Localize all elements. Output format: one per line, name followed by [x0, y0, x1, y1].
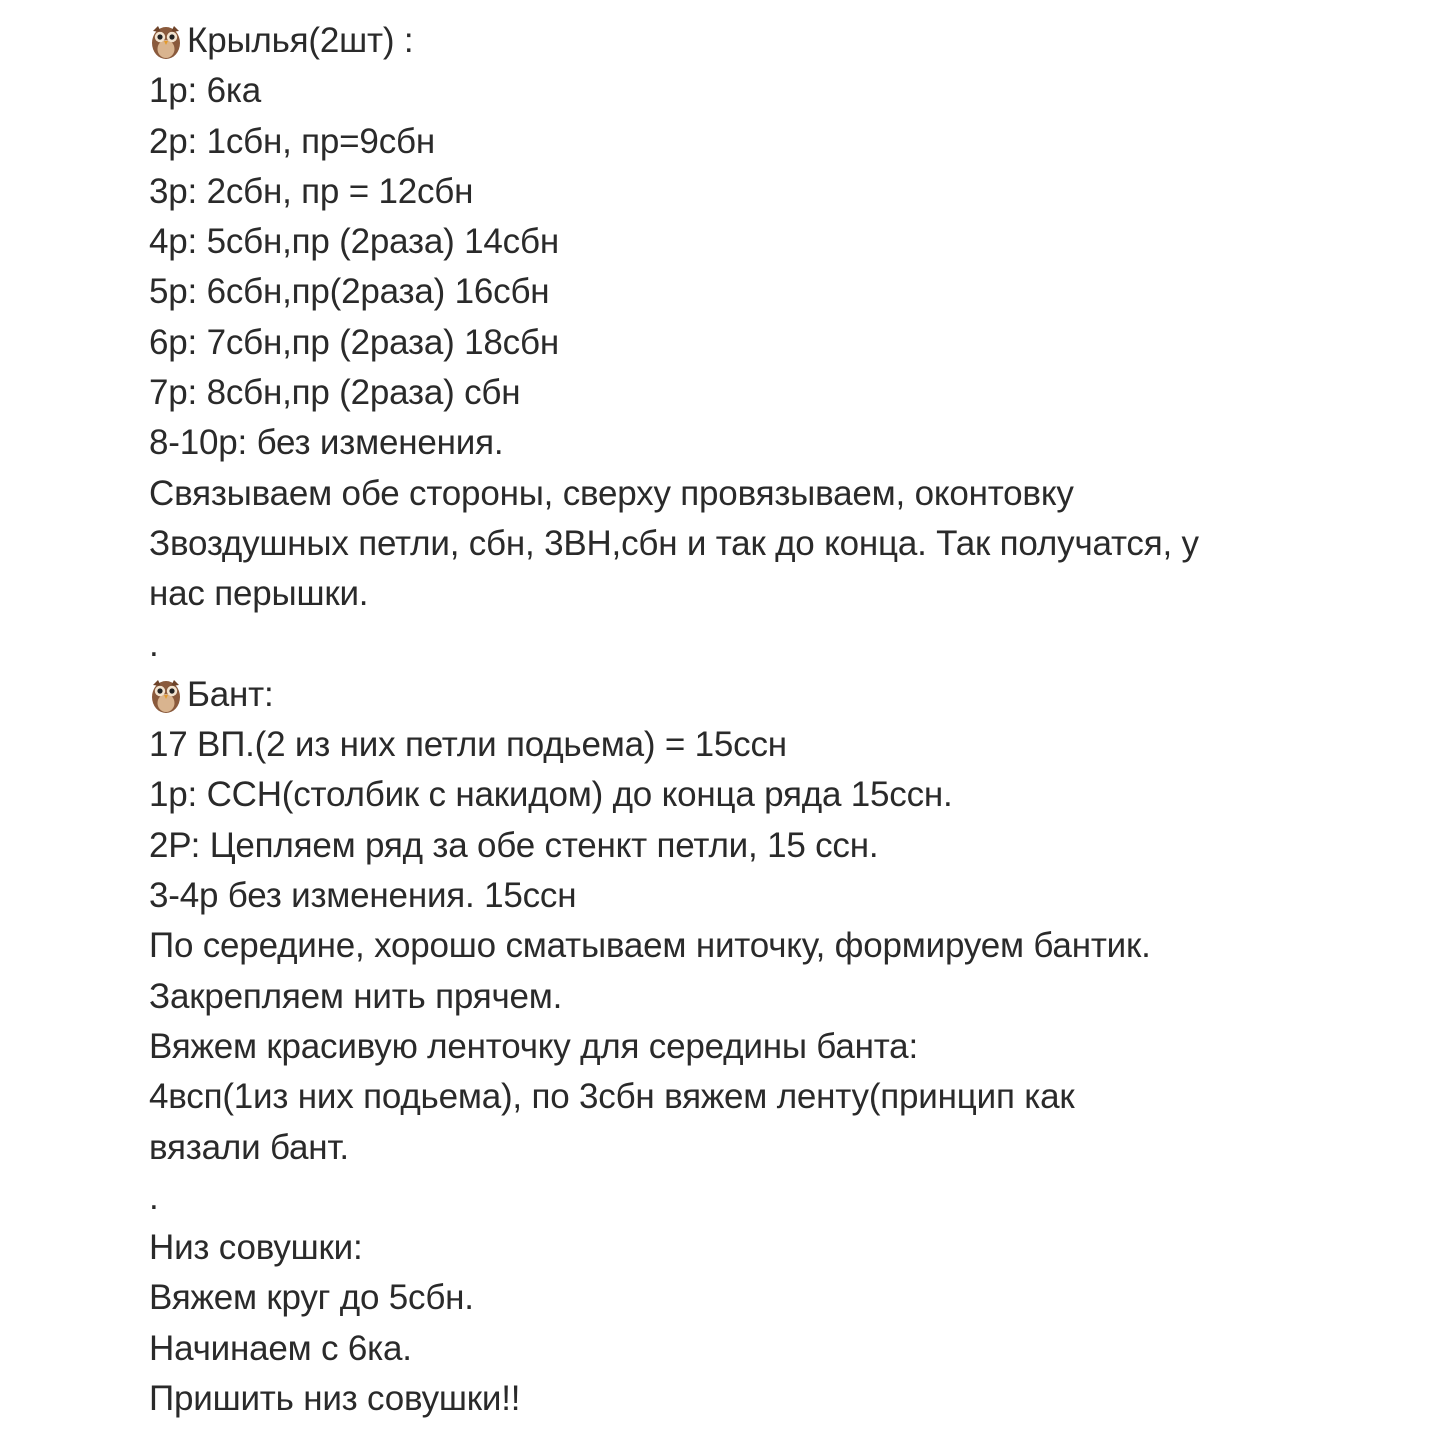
bow-row: Закрепляем нить прячем. [149, 976, 563, 1016]
instruction-text [149, 16, 1309, 1424]
owl-icon [149, 22, 183, 60]
wings-row: 6р: 7сбн,пр (2раза) 18сбн [149, 322, 559, 362]
bottom-row: Начинаем с 6ка. [149, 1328, 412, 1368]
bow-row: 17 ВП.(2 из них петли подьема) = 15ссн [149, 725, 787, 765]
wings-row: 5р: 6сбн,пр(2раза) 16сбн [149, 272, 550, 312]
wings-row: Звоздушных петли, сбн, 3ВН,сбн и так до конца. Так получатся, у [149, 523, 1199, 563]
wings-row: 3р: 2сбн, пр = 12сбн [149, 171, 474, 211]
bow-heading [149, 670, 1309, 720]
bow-row: 4всп(1из них подьема), по 3сбн вяжем ленту(принцип как [149, 1077, 1075, 1117]
bow-row: 1р: ССН(столбик с накидом) до конца ряда 15ссн. [149, 775, 953, 815]
separator-dot: . [149, 1177, 159, 1217]
wings-row: 7р: 8сбн,пр (2раза) сбн [149, 373, 521, 413]
bottom-heading: Низ совушки: [149, 1228, 363, 1268]
bottom-row: Пришить низ совушки!! [149, 1379, 521, 1419]
wings-heading-text: Крылья(2шт) : [187, 21, 414, 60]
bottom-row: Вяжем круг до 5сбн. [149, 1278, 474, 1318]
wings-row: 2р: 1сбн, пр=9сбн [149, 121, 435, 161]
bow-row: 2Р: Цепляем ряд за обе стенкт петли, 15 ссн. [149, 825, 879, 865]
wings-row: Связываем обе стороны, сверху провязываем, оконтовку [149, 473, 1074, 513]
bow-heading-text: Бант: [187, 674, 274, 714]
bow-row: 3-4р без изменения. 15ссн [149, 876, 577, 916]
wings-row: нас перышки. [149, 574, 369, 614]
wings-row: 8-10р: без изменения. [149, 423, 504, 463]
wings-row: 1р: 6ка [149, 71, 261, 111]
owl-icon [149, 676, 183, 714]
wings-heading [149, 16, 1309, 66]
bow-row: Вяжем красивую ленточку для середины банта: [149, 1026, 918, 1066]
separator-dot: . [149, 624, 159, 664]
wings-row: 4р: 5сбн,пр (2раза) 14сбн [149, 222, 559, 262]
bow-row: вязали бант. [149, 1127, 349, 1167]
bow-row: По середине, хорошо сматываем ниточку, формируем бантик. [149, 926, 1151, 966]
